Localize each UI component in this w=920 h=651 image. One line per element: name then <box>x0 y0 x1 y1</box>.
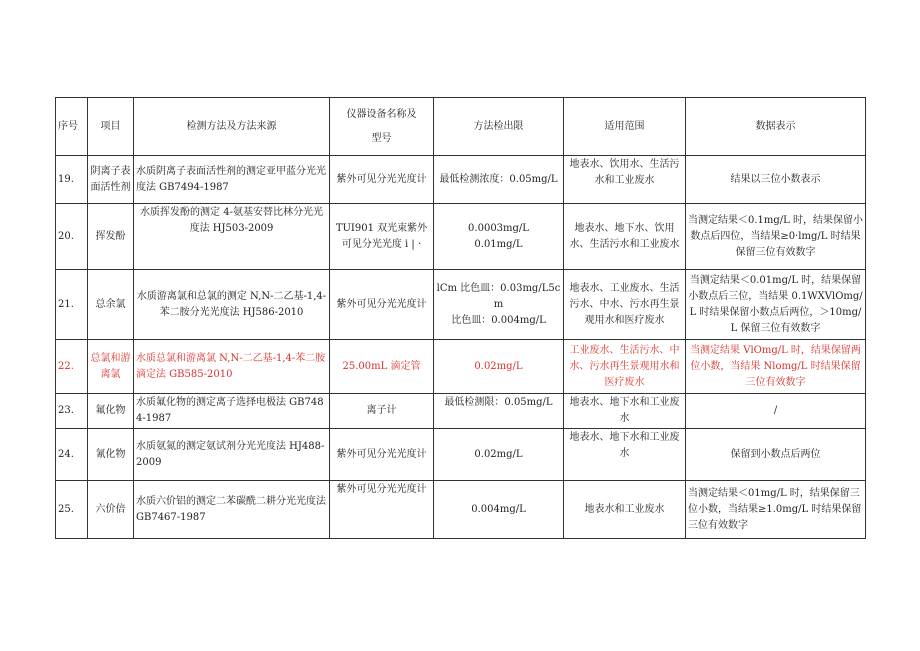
header-row <box>56 98 866 156</box>
row-instrument: 紫外可见分光光度计 <box>330 270 434 340</box>
row-method: 水质氨氮的测定氨试剂分光光度法 HJ488-2009 <box>134 429 330 481</box>
row-item: 挥发酚 <box>88 204 134 270</box>
header-data: 数据表示 <box>686 98 866 156</box>
row-seq: 25. <box>56 481 88 539</box>
table-row <box>56 429 866 481</box>
table-row <box>56 204 866 270</box>
row-limit <box>434 429 564 481</box>
row-instrument: 紫外可见分光光度计 <box>330 429 434 481</box>
table-row <box>56 481 866 539</box>
row-limit <box>434 394 564 429</box>
row-data: 保留到小数点后两位 <box>686 429 866 481</box>
row-method: 水质游离氯和总氯的测定 N,N-二乙基-1,4-苯二胺分光光度法 HJ586-2010 <box>134 270 330 340</box>
row-data: 结果以三位小数表示 <box>686 156 866 204</box>
row-item: 氟化物 <box>88 394 134 429</box>
row-method: 水质挥发酚的测定 4-氨基安替比林分光光度法 HJ503-2009 <box>134 204 330 270</box>
row-seq: 22. <box>56 340 88 394</box>
header-instrument <box>330 98 434 156</box>
header-limit: 方法检出限 <box>434 98 564 156</box>
row-seq: 24. <box>56 429 88 481</box>
table-row <box>56 156 866 204</box>
methods-table <box>55 97 866 539</box>
row-data: 当测定结果＜0.01mg/L 时，结果保留小数点后三位，当结果 0.1WXVlOmg/L 时结果保留小数点后两位，＞10mg/L 保留三位有效数字 <box>686 270 866 340</box>
row-scope: 工业废水、生活污水、中水、污水再生景观用水和医疗废水 <box>564 340 686 394</box>
row-limit-line2: 比色皿：0.004mg/L <box>451 314 546 326</box>
row-item: 阴离子表面活性剂 <box>88 156 134 204</box>
row-limit <box>434 340 564 394</box>
row-limit-line1: 0.02mg/L <box>474 360 523 372</box>
row-seq: 21. <box>56 270 88 340</box>
row-method: 水质阴离子表面活性剂的测定亚甲蓝分光光度法 GB7494-1987 <box>134 156 330 204</box>
row-instrument: 紫外可见分光光度计 <box>330 156 434 204</box>
row-scope: 地表水和工业废水 <box>564 481 686 539</box>
row-method: 水质氟化物的测定离子选择电极法 GB7484-1987 <box>134 394 330 429</box>
row-limit-line1: lCm 比色皿：0.03mg/L5cm <box>436 282 561 310</box>
row-instrument: 紫外可见分光光度计 <box>330 481 434 539</box>
header-instrument-line2: 型号 <box>371 132 392 144</box>
row-seq: 23. <box>56 394 88 429</box>
row-limit-line1: 0.0003mg/L <box>468 222 529 234</box>
row-item: 氰化物 <box>88 429 134 481</box>
row-instrument: 离子计 <box>330 394 434 429</box>
row-data: 当测定结果 VlOmg/L 时，结果保留两位小数，当结果 Nlomg/L 时结果保留三位有效数字 <box>686 340 866 394</box>
row-method: 水质六价铝的测定二苯碳酰二耕分光光度法 GB7467-1987 <box>134 481 330 539</box>
row-scope: 地表水、地下水和工业废水 <box>564 394 686 429</box>
row-seq: 19. <box>56 156 88 204</box>
row-scope: 地表水、地下水、饮用水、生活污水和工业废水 <box>564 204 686 270</box>
row-seq: 20. <box>56 204 88 270</box>
row-instrument: 25.00mL 滴定管 <box>330 340 434 394</box>
row-data: 当测定结果＜0.1mg/L 时，结果保留小数点后四位，当结果≥0·lmg/L 时结果保留三位有效数字 <box>686 204 866 270</box>
row-limit-line1: 0.02mg/L <box>474 448 523 460</box>
row-limit <box>434 156 564 204</box>
row-data: 当测定结果＜01mg/L 时，结果保留三位小数，当结果≥1.0mg/L 时结果保留三位有效数字 <box>686 481 866 539</box>
row-limit <box>434 481 564 539</box>
table-row <box>56 270 866 340</box>
row-instrument: TUI901 双光束紫外可见分光光度 i | · <box>330 204 434 270</box>
row-scope: 地表水、饮用水、生活污水和工业废水 <box>564 156 686 204</box>
row-limit-line1: 0.004mg/L <box>471 503 526 515</box>
row-limit <box>434 270 564 340</box>
row-item: 六价倍 <box>88 481 134 539</box>
header-seq: 序号 <box>56 98 88 156</box>
row-limit <box>434 204 564 270</box>
row-item: 总氯和游离氯 <box>88 340 134 394</box>
row-data: / <box>686 394 866 429</box>
row-limit-line1: 最低检测限：0.05mg/L <box>444 397 553 408</box>
header-instrument-line1: 仪器设备名称及 <box>346 108 417 120</box>
row-scope: 地表水、地下水和工业废水 <box>564 429 686 481</box>
row-limit-line1: 最低检测浓度：0.05mg/L <box>439 173 558 185</box>
table-row <box>56 394 866 429</box>
header-method: 检测方法及方法来源 <box>134 98 330 156</box>
header-item: 项目 <box>88 98 134 156</box>
header-scope: 适用范围 <box>564 98 686 156</box>
row-scope: 地表水、工业废水、生活污水、中水、污水再生景观用水和医疗废水 <box>564 270 686 340</box>
row-method: 水质总氯和游离氯 N,N-二乙基-1,4-苯二胺滴定法 GB585-2010 <box>134 340 330 394</box>
row-limit-line2: 0.01mg/L <box>474 238 523 250</box>
table-row <box>56 340 866 394</box>
row-item: 总余氯 <box>88 270 134 340</box>
